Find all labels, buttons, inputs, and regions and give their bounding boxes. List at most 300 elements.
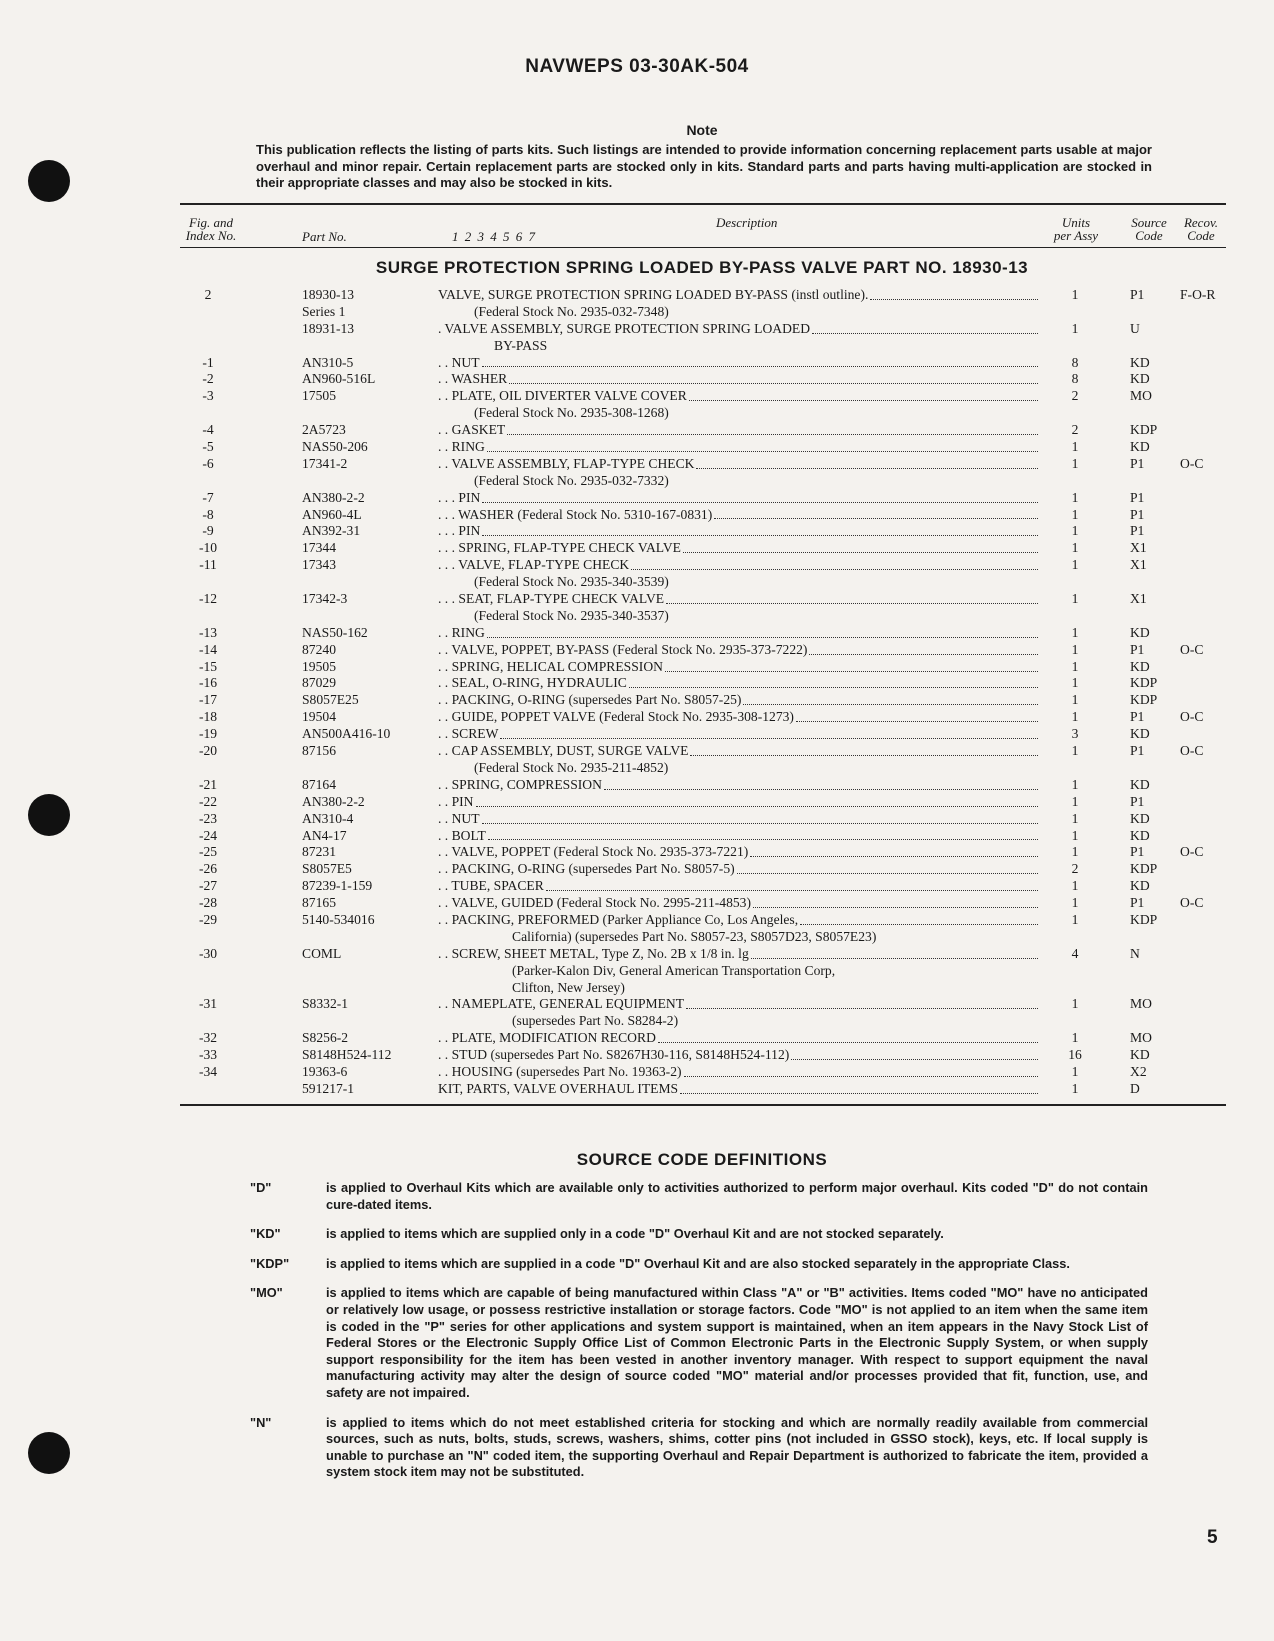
description: [474, 473, 1076, 490]
table-row: [0, 456, 1274, 473]
source-code: P1: [1130, 793, 1145, 809]
part-number: NAS50-162: [302, 624, 368, 640]
table-row: [0, 861, 1274, 878]
part-number: S8148H524-112: [302, 1047, 392, 1063]
leader-dots: [482, 811, 1038, 824]
table-row: [0, 709, 1274, 726]
table-row: [0, 726, 1274, 743]
table-row: [0, 794, 1274, 811]
col-header-fig-index: Fig. and Index No.: [185, 215, 237, 243]
part-number: 87029: [302, 675, 336, 691]
source-code: KDP: [1130, 861, 1158, 877]
source-code: KD: [1130, 439, 1150, 455]
table-row: [0, 811, 1274, 828]
leader-dots: [800, 912, 1038, 925]
recov-code: F-O-R: [1180, 287, 1216, 302]
table-row: [0, 760, 1274, 777]
description-text: (supersedes Part No. S8284-2): [512, 1013, 679, 1029]
description-text: . . PLATE, OIL DIVERTER VALVE COVER: [438, 388, 687, 404]
part-number: AN960-4L: [302, 506, 362, 522]
table-row: [0, 743, 1274, 760]
description-text: (Parker-Kalon Div, General American Transportation Corp,: [512, 962, 836, 978]
units-per-assy: 2: [1071, 388, 1079, 404]
description-text: . . HOUSING (supersedes Part No. 19363-2): [438, 1063, 682, 1079]
table-row: [0, 912, 1274, 929]
table-row: [0, 895, 1274, 912]
definition-text: is applied to items which do not meet established criteria for stocking and which are normally readily available from commercial sources, such as nuts, bolts, studs, screws, washers, shims, cotter pins (not included in GSSO stock), keys, etc. If local supply is unable to purchase an "N" coded item, the supporting Overhaul and Repair Department is authorized to fabricate the item, provided a system stock item may not be substituted.: [326, 1414, 1148, 1480]
index-number: -28: [198, 895, 218, 911]
part-number: S8057E25: [302, 692, 359, 708]
leader-dots: [791, 1047, 1038, 1060]
description: [474, 405, 1076, 422]
index-number: -21: [198, 776, 218, 792]
part-number: NAS50-206: [302, 439, 368, 455]
description-text: . . PACKING, PREFORMED (Parker Appliance Co, Los Angeles,: [438, 911, 799, 927]
leader-dots: [753, 895, 1038, 908]
definition-item: [0, 1226, 1274, 1243]
index-number: -27: [198, 878, 218, 894]
description: [438, 507, 1040, 524]
table-row: [0, 355, 1274, 372]
source-code: KD: [1130, 810, 1150, 826]
description-text: . . GASKET: [438, 422, 506, 438]
description-text: . . VALVE, GUIDED (Federal Stock No. 2995-211-4853): [438, 895, 751, 911]
punch-hole-top: [28, 160, 70, 202]
table-row: [0, 980, 1274, 997]
units-per-assy: 1: [1071, 709, 1079, 725]
description: [438, 490, 1040, 507]
source-code: N: [1130, 945, 1140, 961]
source-code: P1: [1130, 506, 1145, 522]
table-row: [0, 777, 1274, 794]
description: [438, 726, 1040, 743]
description: [438, 794, 1040, 811]
description: [438, 861, 1040, 878]
description: [474, 608, 1076, 625]
part-number: AN4-17: [302, 827, 347, 843]
description: [438, 456, 1040, 473]
col-header-units-per-assy: Units per Assy: [1053, 215, 1099, 243]
source-code: KD: [1130, 624, 1150, 640]
part-number: AN960-516L: [302, 371, 376, 387]
units-per-assy: 1: [1071, 320, 1079, 336]
index-number: -31: [198, 996, 218, 1012]
description: [438, 844, 1040, 861]
units-per-assy: 1: [1071, 675, 1079, 691]
units-per-assy: 1: [1071, 439, 1079, 455]
index-number: -25: [198, 844, 218, 860]
description-text: . . SPRING, COMPRESSION: [438, 776, 602, 792]
source-code: D: [1130, 1080, 1140, 1096]
description-text: Clifton, New Jersey): [512, 979, 625, 995]
source-code: KD: [1130, 878, 1150, 894]
units-per-assy: 1: [1071, 489, 1079, 505]
description-text: (Federal Stock No. 2935-340-3539): [474, 574, 669, 590]
source-code: KDP: [1130, 422, 1158, 438]
part-number: 17342-3: [302, 591, 348, 607]
part-number: 17344: [302, 540, 336, 556]
source-code: KD: [1130, 371, 1150, 387]
units-per-assy: 1: [1071, 1063, 1079, 1079]
description-text: . . VALVE, POPPET (Federal Stock No. 2935-373-7221): [438, 844, 749, 860]
description-text: . . RING: [438, 624, 485, 640]
description-text: . . PACKING, O-RING (supersedes Part No. S8057-25): [438, 692, 742, 708]
table-row: [0, 304, 1274, 321]
table-row: [0, 439, 1274, 456]
units-per-assy: 1: [1071, 895, 1079, 911]
units-per-assy: 1: [1071, 776, 1079, 792]
index-number: -12: [198, 591, 218, 607]
units-per-assy: 2: [1071, 422, 1079, 438]
description: [438, 557, 1040, 574]
description-text: . . . VALVE, FLAP-TYPE CHECK: [438, 557, 630, 573]
description: [438, 878, 1040, 895]
units-per-assy: 1: [1071, 793, 1079, 809]
source-code: P1: [1130, 844, 1145, 860]
description-text: . . SCREW: [438, 726, 499, 742]
leader-dots: [658, 1030, 1038, 1043]
index-number: -22: [198, 793, 218, 809]
index-number: -15: [198, 658, 218, 674]
description-text: . . CAP ASSEMBLY, DUST, SURGE VALVE: [438, 743, 689, 759]
table-top-rule: [180, 203, 1226, 205]
index-number: -30: [198, 945, 218, 961]
units-per-assy: 1: [1071, 1030, 1079, 1046]
description-text: . . VALVE ASSEMBLY, FLAP-TYPE CHECK: [438, 455, 695, 471]
units-per-assy: 1: [1071, 624, 1079, 640]
part-number: 19504: [302, 709, 336, 725]
description-text: . . NUT: [438, 810, 480, 826]
description-text: . . GUIDE, POPPET VALVE (Federal Stock No. 2935-308-1273): [438, 709, 794, 725]
leader-dots: [690, 743, 1038, 756]
description: [438, 540, 1040, 557]
units-per-assy: 1: [1071, 878, 1079, 894]
source-code: KD: [1130, 1047, 1150, 1063]
definition-code: "MO": [250, 1285, 283, 1301]
leader-dots: [750, 844, 1038, 857]
description-text: . . . WASHER (Federal Stock No. 5310-167-0831): [438, 506, 713, 522]
description-text: . . SPRING, HELICAL COMPRESSION: [438, 658, 663, 674]
index-number: 2: [204, 287, 212, 302]
leader-dots: [751, 946, 1038, 959]
description: [438, 523, 1040, 540]
part-number: AN310-4: [302, 810, 354, 826]
index-number: -4: [202, 422, 214, 438]
description: [438, 692, 1040, 709]
leader-dots: [631, 557, 1038, 570]
description: [438, 591, 1040, 608]
table-row: [0, 659, 1274, 676]
part-number: AN500A416-10: [302, 726, 391, 742]
description: [474, 304, 1076, 321]
description: [512, 1013, 1114, 1030]
description: [438, 287, 1040, 304]
units-per-assy: 8: [1071, 354, 1079, 370]
table-row: [0, 405, 1274, 422]
description: [438, 895, 1040, 912]
index-number: -34: [198, 1063, 218, 1079]
definition-text: is applied to items which are supplied in a code "D" Overhaul Kit and are also stocked separately in the appropriate Class.: [326, 1255, 1070, 1271]
table-row: [0, 422, 1274, 439]
part-number: 19505: [302, 658, 336, 674]
table-row: [0, 473, 1274, 490]
description: [512, 963, 1114, 980]
description-text: (Federal Stock No. 2935-211-4852): [474, 759, 669, 775]
description-text: (Federal Stock No. 2935-032-7348): [474, 303, 669, 319]
source-code: KD: [1130, 726, 1150, 742]
part-number: AN310-5: [302, 354, 354, 370]
part-number: 18931-13: [302, 320, 355, 336]
description: [438, 321, 1040, 338]
leader-dots: [689, 388, 1038, 401]
recov-code: O-C: [1180, 743, 1204, 759]
index-number: -11: [199, 557, 217, 573]
table-row: [0, 371, 1274, 388]
table-row: [0, 642, 1274, 659]
part-number: AN392-31: [302, 523, 361, 539]
leader-dots: [500, 726, 1038, 739]
table-row: [0, 321, 1274, 338]
description: [438, 946, 1040, 963]
source-code: P1: [1130, 523, 1145, 539]
description: [474, 574, 1076, 591]
part-number: 87165: [302, 895, 336, 911]
definition-text: is applied to items which are capable of being manufactured within Class "A" or "B" activities. Items coded "MO" have no anticipated or relatively low usage, or possess restrictive installation or storage factors. Code "MO" is not applied to an item when the same item is coded in the "P" series for other applications and system support is maintained, when an item appears in the Navy Stock List of Federal Stores or the Electronic Supply Office List of Common Electronic Parts in the Electronic Supply System, or when supply support responsibility for the item has been vested in another inventory manager. With respect to support equipment the naval manufacturing activity may alter the design of source coded "MO" material and/or processes provided that fit, function, use, and safety are not impaired.: [326, 1285, 1148, 1400]
leader-dots: [680, 1081, 1038, 1094]
description-text: BY-PASS: [494, 337, 548, 353]
part-number: S8256-2: [302, 1030, 349, 1046]
definition-item: [0, 1180, 1274, 1213]
part-number: 5140-534016: [302, 911, 375, 927]
description: [438, 439, 1040, 456]
part-number: 17343: [302, 557, 336, 573]
table-row: [0, 946, 1274, 963]
units-per-assy: 1: [1071, 743, 1079, 759]
description: [438, 777, 1040, 794]
part-number: S8057E5: [302, 861, 352, 877]
header-underline-rule: [180, 247, 1226, 248]
description-text: . . TUBE, SPACER: [438, 878, 544, 894]
definition-item: [0, 1285, 1274, 1401]
description: [438, 675, 1040, 692]
units-per-assy: 1: [1071, 827, 1079, 843]
part-number: AN380-2-2: [302, 793, 365, 809]
table-row: [0, 929, 1274, 946]
description: [438, 422, 1040, 439]
definition-text: is applied to items which are supplied only in a code "D" Overhaul Kit and are not stocked separately.: [326, 1226, 944, 1242]
leader-dots: [487, 625, 1038, 638]
description: [438, 828, 1040, 845]
definition-code: "KDP": [250, 1255, 290, 1271]
description-text: . . STUD (supersedes Part No. S8267H30-116, S8148H524-112): [438, 1047, 790, 1063]
description: [438, 625, 1040, 642]
index-number: -33: [198, 1047, 218, 1063]
source-code: KD: [1130, 658, 1150, 674]
part-number: 591217-1: [302, 1080, 355, 1096]
table-row: [0, 388, 1274, 405]
definition-code: "D": [250, 1180, 272, 1195]
source-code: MO: [1130, 1030, 1152, 1046]
index-number: -1: [202, 354, 214, 370]
table-row: [0, 1064, 1274, 1081]
index-number: -5: [202, 439, 214, 455]
description-text: . . . PIN: [438, 523, 481, 539]
leader-dots: [812, 321, 1038, 334]
col-header-part-no: Part No.: [302, 229, 347, 244]
part-number: 87164: [302, 776, 336, 792]
index-number: -23: [198, 810, 218, 826]
index-number: -20: [198, 743, 218, 759]
units-per-assy: 1: [1071, 591, 1079, 607]
leader-dots: [737, 861, 1038, 874]
description-text: KIT, PARTS, VALVE OVERHAUL ITEMS: [438, 1080, 679, 1096]
units-per-assy: 1: [1071, 557, 1079, 573]
index-number: -16: [198, 675, 218, 691]
leader-dots: [482, 355, 1038, 368]
description-text: . . BOLT: [438, 827, 486, 843]
units-per-assy: 1: [1071, 523, 1079, 539]
description: [512, 929, 1114, 946]
description-text: . . . PIN: [438, 489, 481, 505]
description-text: . . VALVE, POPPET, BY-PASS (Federal Stock No. 2935-373-7222): [438, 641, 808, 657]
col-header-indent-levels: 1 2 3 4 5 6 7: [452, 229, 535, 244]
units-per-assy: 1: [1071, 540, 1079, 556]
units-per-assy: 1: [1071, 844, 1079, 860]
source-code: P1: [1130, 287, 1145, 302]
leader-dots: [476, 794, 1039, 807]
table-bottom-rule: [180, 1104, 1226, 1106]
leader-dots: [488, 828, 1038, 841]
description: [438, 659, 1040, 676]
table-row: [0, 828, 1274, 845]
part-number: 2A5723: [302, 422, 346, 438]
recov-code: O-C: [1180, 455, 1204, 471]
leader-dots: [696, 456, 1038, 469]
description-text: . . . SPRING, FLAP-TYPE CHECK VALVE: [438, 540, 681, 556]
description: [438, 1064, 1040, 1081]
units-per-assy: 1: [1071, 692, 1079, 708]
leader-dots: [482, 490, 1038, 503]
source-code: X1: [1130, 557, 1147, 573]
leader-dots: [507, 422, 1038, 435]
recov-code: O-C: [1180, 641, 1204, 657]
units-per-assy: 1: [1071, 641, 1079, 657]
index-number: -8: [202, 506, 214, 522]
table-row: [0, 996, 1274, 1013]
table-row: [0, 574, 1274, 591]
source-code: MO: [1130, 996, 1152, 1012]
table-row: [0, 1030, 1274, 1047]
units-per-assy: 1: [1071, 287, 1079, 302]
index-number: -7: [202, 489, 214, 505]
leader-dots: [665, 659, 1038, 672]
definition-item: [0, 1415, 1274, 1481]
leader-dots: [796, 709, 1038, 722]
description-text: . . PLATE, MODIFICATION RECORD: [438, 1030, 656, 1046]
index-number: -13: [198, 624, 218, 640]
leader-dots: [509, 371, 1038, 384]
description: [474, 760, 1076, 777]
source-code: P1: [1130, 709, 1145, 725]
part-number: 87156: [302, 743, 336, 759]
description: [512, 980, 1114, 997]
definition-text: is applied to Overhaul Kits which are available only to activities authorized to perform major overhaul. Kits coded "D" do not contain cure-dated items.: [326, 1180, 1148, 1212]
leader-dots: [714, 507, 1038, 520]
index-number: -14: [198, 641, 218, 657]
table-row: [0, 1013, 1274, 1030]
parts-list: [0, 287, 1274, 1098]
source-code: KDP: [1130, 675, 1158, 691]
leader-dots: [686, 996, 1038, 1009]
units-per-assy: 2: [1071, 861, 1079, 877]
units-per-assy: 1: [1071, 996, 1079, 1012]
description-text: (Federal Stock No. 2935-340-3537): [474, 607, 669, 623]
description: [438, 642, 1040, 659]
description: [438, 371, 1040, 388]
index-number: -10: [198, 540, 218, 556]
part-number: 18930-13: [302, 287, 355, 302]
source-code: P1: [1130, 489, 1145, 505]
description: [438, 811, 1040, 828]
source-code: U: [1130, 320, 1140, 336]
description-text: . . SEAL, O-RING, HYDRAULIC: [438, 675, 627, 691]
description: [438, 1030, 1040, 1047]
source-code: P1: [1130, 641, 1145, 657]
table-row: [0, 338, 1274, 355]
part-number: Series 1: [302, 303, 346, 319]
units-per-assy: 1: [1071, 911, 1079, 927]
source-code: MO: [1130, 388, 1152, 404]
table-row: [0, 507, 1274, 524]
units-per-assy: 1: [1071, 506, 1079, 522]
description: [438, 388, 1040, 405]
source-code: P1: [1130, 743, 1145, 759]
note-body: This publication reflects the listing of parts kits. Such listings are intended to provide information concerning replacement parts usable at major overhaul and minor repair. Certain replacement parts are stocked only in kits. Standard parts and parts having multi-application are stocked in their appropriate classes and may also be stocked in kits.: [256, 142, 1152, 190]
source-code: P1: [1130, 895, 1145, 911]
table-row: [0, 540, 1274, 557]
source-code: KD: [1130, 354, 1150, 370]
source-code: KD: [1130, 827, 1150, 843]
table-row: [0, 523, 1274, 540]
leader-dots: [482, 523, 1038, 536]
description-text: (Federal Stock No. 2935-032-7332): [474, 472, 669, 488]
description-text: . . WASHER: [438, 371, 508, 387]
description: [438, 355, 1040, 372]
table-row: [0, 878, 1274, 895]
leader-dots: [629, 675, 1038, 688]
units-per-assy: 4: [1071, 945, 1079, 961]
leader-dots: [743, 692, 1038, 705]
recov-code: O-C: [1180, 844, 1204, 860]
index-number: -24: [198, 827, 218, 843]
part-number: 17341-2: [302, 455, 348, 471]
definition-item: [0, 1256, 1274, 1273]
part-number: 19363-6: [302, 1063, 348, 1079]
table-row: [0, 692, 1274, 709]
definition-code: "KD": [250, 1226, 281, 1242]
table-row: [0, 844, 1274, 861]
description: [438, 709, 1040, 726]
table-row: [0, 591, 1274, 608]
index-number: -2: [202, 371, 214, 387]
index-number: -18: [198, 709, 218, 725]
index-number: -26: [198, 861, 218, 877]
description-text: . . PACKING, O-RING (supersedes Part No. S8057-5): [438, 861, 735, 877]
note-title: Note: [686, 122, 718, 138]
source-code: KDP: [1130, 692, 1158, 708]
description-text: . . PIN: [438, 793, 474, 809]
leader-dots: [666, 591, 1038, 604]
